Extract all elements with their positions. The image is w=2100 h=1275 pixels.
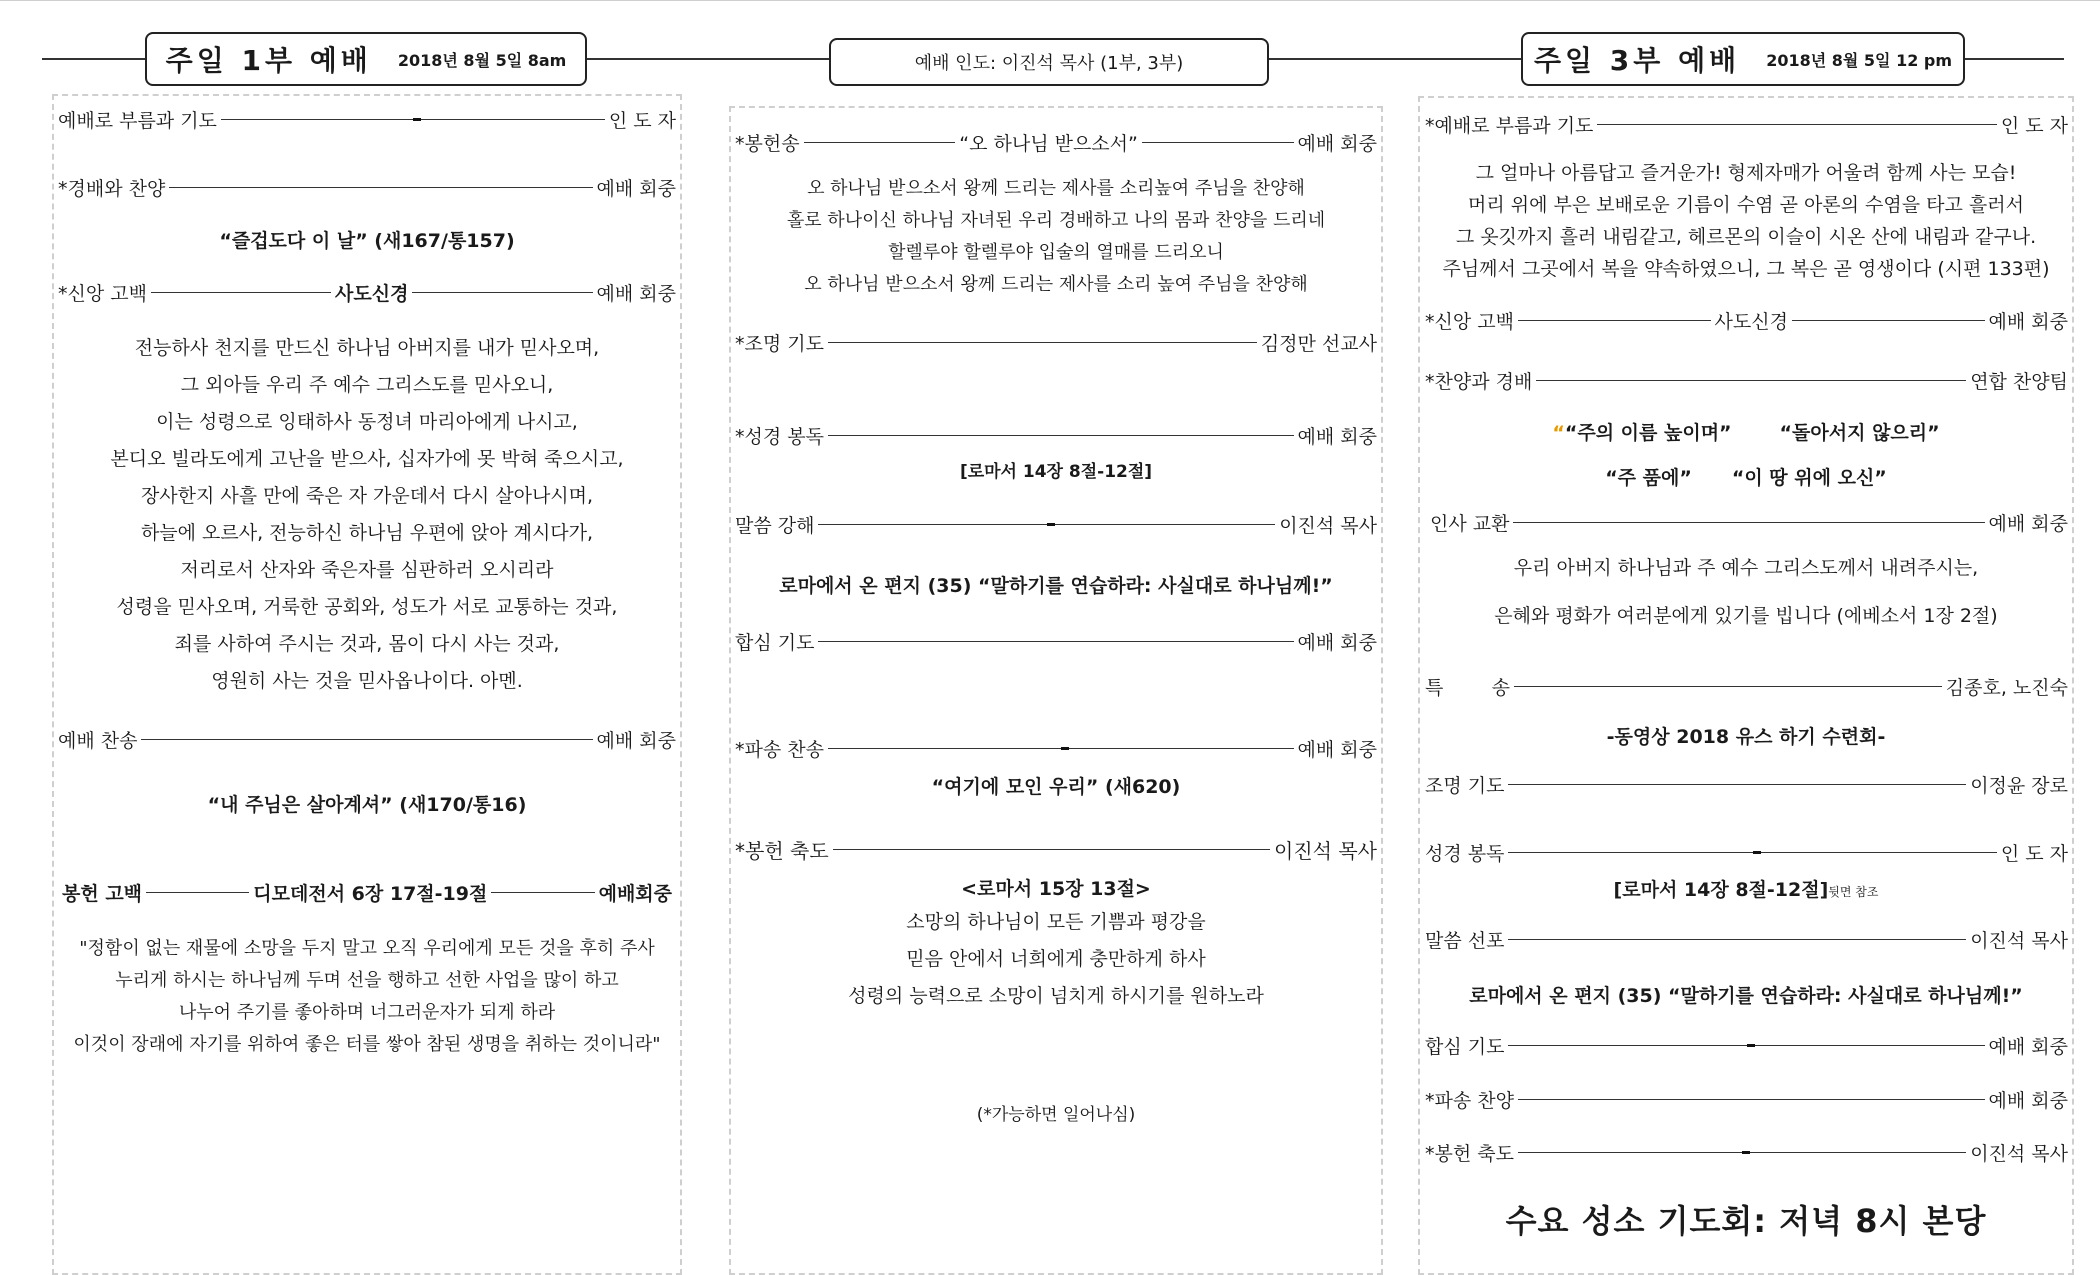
service1-header [145, 32, 587, 86]
scripture-row-3: 성경 봉독 인 도 자 [1425, 842, 2068, 865]
sermon-row-3: 말씀 선포 이진석 목사 [1425, 929, 2068, 952]
unison-prayer-row: 합심 기도 예배 회중 [735, 631, 1377, 654]
header-rule-right [1964, 58, 2064, 60]
video-title: -동영상 2018 유스 하기 수련회- [1606, 726, 1886, 748]
scripture-reference: [로마서 14장 8절-12절] [959, 462, 1153, 482]
sermon-row: 말씀 강해 이진석 목사 [735, 514, 1377, 537]
illumination-row: *조명 기도 김정만 선교사 [735, 332, 1377, 355]
service3-title: 주일 3부 예배 [1533, 44, 1741, 77]
call-to-worship-row: 예배로 부름과 기도 인 도 자 [58, 109, 676, 132]
top-border [0, 0, 2100, 1]
psalm-text: 그 얼마나 아름답고 즐거운가! 형제자매가 어울려 함께 사는 모습! 머리 위에 부은 보배로운 기름이 수염 곧 아론의 수염을 타고 흘러서 그 옷깃까지 흘러 내림같고, 헤르몬의 이슬이 시온 산에 내림과 같구나. 주님께서 그곳에서 복을 약속하였으니, 그 복은 곧 영생이다 (시편 133편) [1442, 162, 2050, 280]
sermon-title-3: 로마에서 온 편지 (35) “말하기를 연습하라: 사실대로 하나님께!” [1469, 985, 2023, 1007]
offering-confession-text: "정함이 없는 재물에 소망을 두지 말고 오직 우리에게 모든 것을 후히 주사 누리게 하시는 하나님께 두며 선을 행하고 선한 사업을 많이 하고 나누어 주기를 좋아하며 너그러운자가 되게 하라 이것이 장래에 자기를 위하여 좋은 터를 쌓아 참된 생명을 취하는 것이니라" [73, 938, 661, 1055]
benediction-row-3: *봉헌 축도 이진석 목사 [1425, 1142, 2068, 1165]
service1-title: 주일 1부 예배 [165, 44, 372, 77]
benediction-text: 소망의 하나님이 모든 기쁨과 평강을 믿음 안에서 너희에게 충만하게 하사 성령의 능력으로 소망이 넘치게 하시기를 원하노라 [848, 911, 1264, 1007]
service1-date: 2018년 8월 5일 8am [397, 50, 567, 70]
apostles-creed-text: 전능하사 천지를 만드신 하나님 아버지를 내가 믿사오며, 그 외아들 우리 주 예수 그리스도를 믿사오니, 이는 성령으로 잉태하사 동정녀 마리아에게 나시고, 본디오 빌라도에게 고난을 받으사, 십자가에 못 박혀 죽으시고, 장사한지 사흘 만에 죽은 자 가운데서 다시 살아나시며, 하늘에 오르사, 전능하신 하나님 우편에 앉아 계시다가, 저리로서 산자와 죽은자를 심판하러 오시리라 성령을 믿사오며, 거룩한 공회와, 성도가 서로 교통하는 것과, 죄를 사하여 주시는 것과, 몸이 다시 사는 것과, 영원히 사는 것을 믿사옵나이다. 아멘. [110, 337, 624, 692]
praise-songs-row2: “주 품에” “이 땅 위에 오신” [1605, 467, 1887, 489]
header-rule-left-mid [586, 58, 830, 60]
hymn-title: “내 주님은 살아계셔” (새170/통16) [207, 794, 527, 816]
sending-hymn-row: *파송 찬송 예배 회중 [735, 738, 1377, 761]
header-rule-left [42, 58, 146, 60]
unison-prayer-row-3: 합심 기도 예배 회중 [1425, 1035, 2068, 1058]
benediction-reference: <로마서 15장 13절> [961, 878, 1151, 900]
leader-header [829, 38, 1269, 86]
greeting-text: 우리 아버지 하나님과 주 예수 그리스도께서 내려주시는, 은혜와 평화가 여러분에게 있기를 빕니다 (에베소서 1장 2절) [1494, 557, 1998, 627]
praise-songs-row1: ““주의 이름 높이며” “돌아서지 않으리” [1552, 422, 1940, 444]
sending-hymn-title: “여기에 모인 우리” (새620) [931, 776, 1181, 798]
praise-song-title: “즐겁도다 이 날” (새167/통157) [219, 230, 515, 252]
offering-row: 봉헌 고백 디모데전서 6장 17절-19절 예배회중 [62, 882, 673, 905]
scripture-reference-3: [로마서 14장 8절-12절]뒷면 참조 [1613, 879, 1879, 901]
illumination-row-3: 조명 기도 이정윤 장로 [1425, 774, 2068, 797]
sending-row-3: *파송 찬양 예배 회중 [1425, 1089, 2068, 1112]
special-song-row: 특 송 김종호, 노진숙 [1425, 676, 2068, 699]
praise-row-3: *찬양과 경배 연합 찬양팀 [1425, 370, 2068, 393]
offertory-row: *봉헌송 “오 하나님 받으소서” 예배 회중 [735, 132, 1378, 155]
wednesday-prayer-announcement: 수요 성소 기도회: 저녁 8시 본당 [1505, 1202, 1987, 1240]
hymn-row: 예배 찬송 예배 회중 [58, 729, 676, 752]
stand-note: (*가능하면 일어나심) [976, 1105, 1136, 1125]
greeting-row: 인사 교환 예배 회중 [1430, 512, 2068, 535]
praise-row: *경배와 찬양 예배 회중 [58, 177, 676, 200]
offertory-lyrics: 오 하나님 받으소서 왕께 드리는 제사를 소리높여 주님을 찬양해 홀로 하나이신 하나님 자녀된 우리 경배하고 나의 몸과 찬양을 드리네 할렐루야 할렐루야 입술의 열매를 드리오니 오 하나님 받으소서 왕께 드리는 제사를 소리 높여 주님을 찬양해 [786, 178, 1326, 295]
benediction-row: *봉헌 축도 이진석 목사 [735, 838, 1377, 863]
call-to-worship-row-3: *예배로 부름과 기도 인 도 자 [1425, 114, 2068, 137]
leader-text: 예배 인도: 이진석 목사 (1부, 3부) [914, 53, 1184, 74]
creed-row-3: *신앙 고백 사도신경 예배 회중 [1425, 310, 2069, 333]
service3-date: 2018년 8월 5일 12 pm [1766, 50, 1953, 70]
creed-row: *신앙 고백 사도신경 예배 회중 [58, 282, 677, 305]
service3-header [1521, 32, 1965, 86]
scripture-row: *성경 봉독 예배 회중 [735, 425, 1377, 448]
sermon-title: 로마에서 온 편지 (35) “말하기를 연습하라: 사실대로 하나님께!” [779, 575, 1333, 597]
header-rule-right-mid [1268, 58, 1522, 60]
